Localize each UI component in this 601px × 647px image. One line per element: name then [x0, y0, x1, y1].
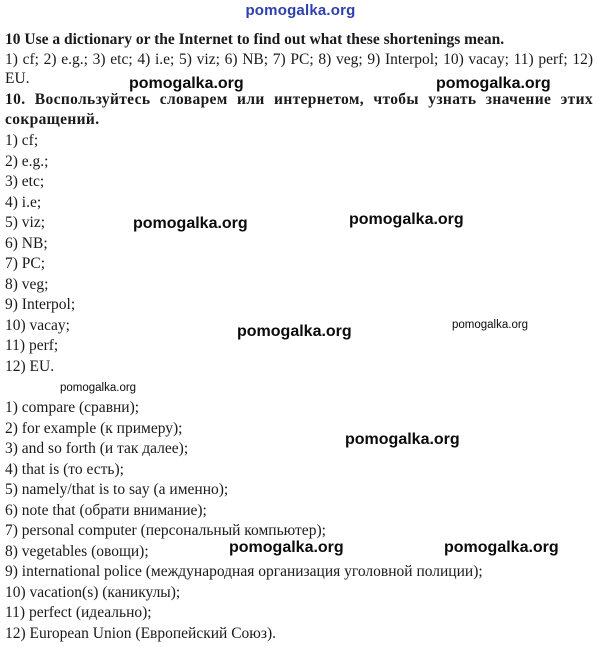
watermark-text: pomogalka.org	[129, 75, 244, 92]
list-item: 7) PC;	[5, 255, 46, 272]
list-item: 5) viz;	[5, 214, 46, 231]
watermark-text: pomogalka.org	[237, 323, 352, 340]
task-title-english: 10 Use a dictionary or the Internet to find out what these shortenings mean.	[5, 31, 505, 48]
list-item: 1) cf;	[5, 132, 39, 149]
list-item: 9) Interpol;	[5, 296, 76, 313]
list-item: 9) international police (международная организация уголовной полиции);	[5, 563, 483, 580]
watermark-text: pomogalka.org	[349, 211, 464, 228]
watermark-text: pomogalka.org	[345, 431, 460, 448]
watermark-text: pomogalka.org	[133, 215, 248, 232]
list-item: 6) NB;	[5, 234, 48, 252]
list-item: 12) EU.	[5, 357, 55, 375]
list-item: 11) perf;	[5, 337, 59, 354]
task-russian	[5, 90, 593, 129]
list-item: 3) and so forth (и так далее);	[5, 440, 189, 457]
list-item: 5) namely/that is to say (а именно);	[5, 481, 229, 498]
watermark-text: pomogalka.org	[436, 75, 551, 92]
list-item: 4) i.e;	[5, 193, 42, 211]
list-item: 10) vacation(s) (каникулы);	[5, 583, 181, 601]
site-header-watermark: pomogalka.org	[245, 2, 356, 19]
list-item: 12) European Union (Европейский Союз).	[5, 624, 277, 642]
task-title-russian: 10. Воспользуйтесь словарем или интернетом, чтобы узнать значение этих сокращений.	[5, 91, 593, 128]
watermark-text: pomogalka.org	[60, 382, 137, 394]
list-item: 6) note that (обрати внимание);	[5, 501, 207, 519]
watermark-text: pomogalka.org	[452, 319, 529, 331]
watermark-text: pomogalka.org	[229, 539, 344, 556]
list-item: 8) vegetables (овощи);	[5, 542, 149, 560]
list-item: 2) for example (к примеру);	[5, 419, 183, 437]
list-item: 7) personal computer (персональный компьютер);	[5, 522, 326, 539]
abbreviation-inline-list: 1) cf; 2) e.g.; 3) etc; 4) i.e; 5) viz; 6) NB; 7) PC; 8) veg; 9) Interpol; 10) vacay; 11) perf; 12) EU.	[5, 50, 593, 87]
list-item: 11) perfect (идеально);	[5, 604, 152, 621]
list-item: 2) e.g.;	[5, 152, 49, 170]
meaning-list	[5, 398, 593, 644]
watermark-text: pomogalka.org	[444, 539, 559, 556]
list-item: 1) compare (сравни);	[5, 399, 140, 416]
list-item: 3) etc;	[5, 173, 45, 190]
list-item: 4) that is (то есть);	[5, 460, 124, 478]
list-item: 10) vacay;	[5, 316, 70, 334]
list-item: 8) veg;	[5, 275, 49, 293]
